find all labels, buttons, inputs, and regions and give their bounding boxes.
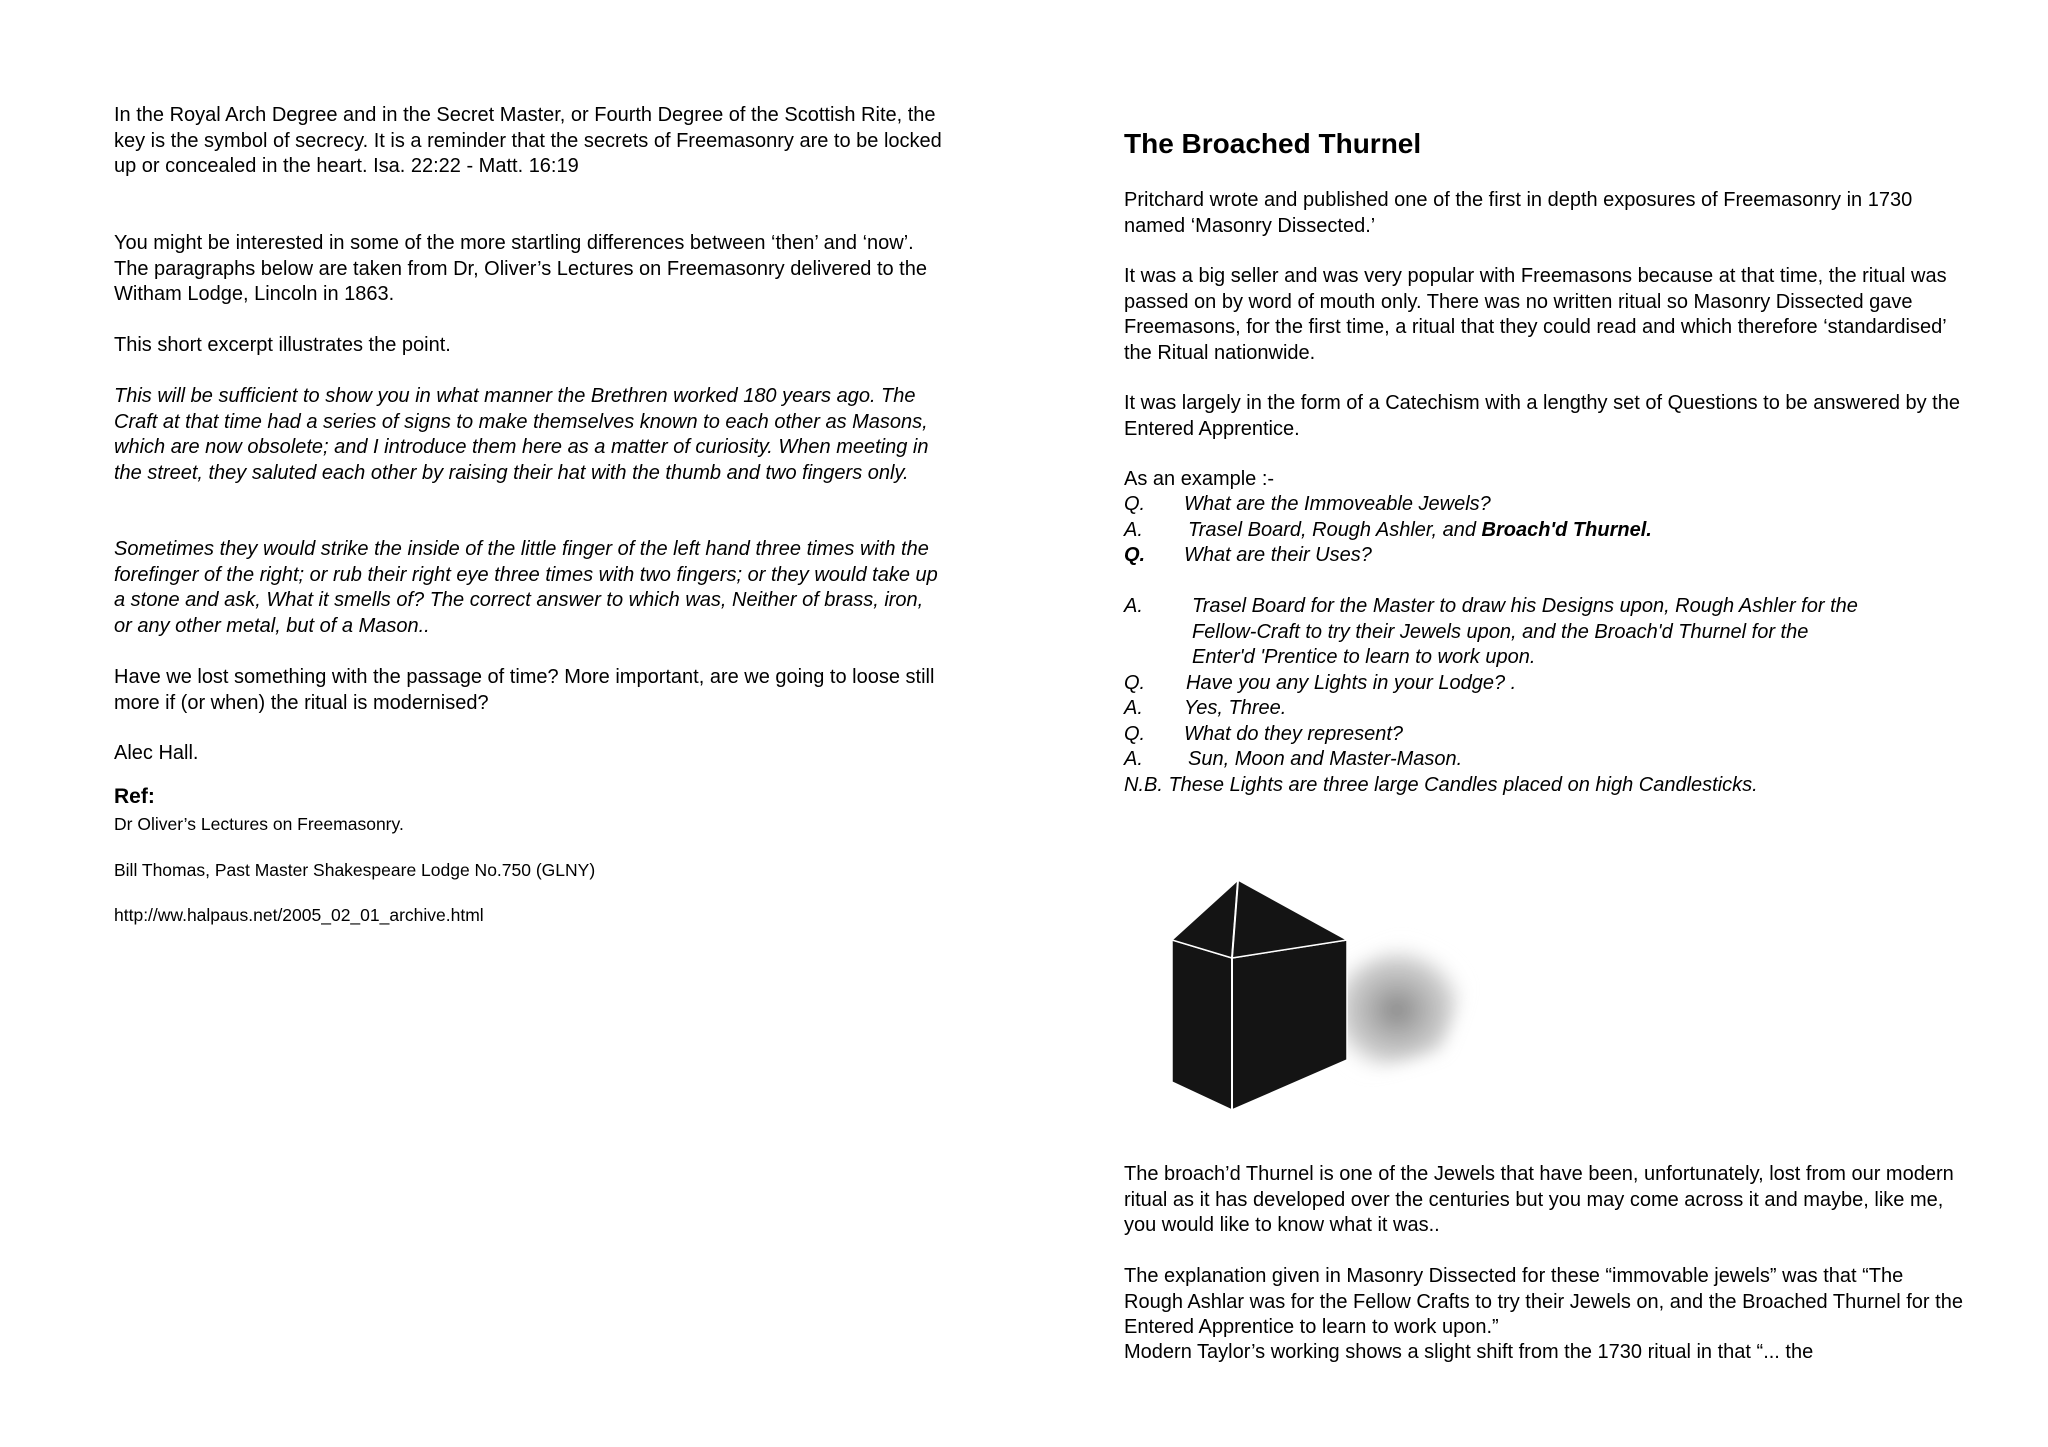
- reference-link[interactable]: http://ww.halpaus.net/2005_02_01_archive.html: [114, 905, 484, 925]
- popularity-paragraph: It was a big seller and was very popular with Freemasons because at that time, the ritual was passed on by word of mouth only. There was no written ritual so Masonry Dissected gave Freemasons, for the first time, a ritual that they could read and which therefore ‘standardised’ the Ritual nationwide.: [1124, 265, 1947, 364]
- author-signature: Alec Hall.: [114, 742, 199, 764]
- differences-paragraph: You might be interested in some of the more startling differences between ‘then’ and ‘now’. The paragraphs below are taken from Dr, Oliver’s Lectures on Freemasonry delivered to the Witham Lodge, Lincoln in 1863.: [114, 232, 927, 305]
- qa-note: N.B. These Lights are three large Candles placed on high Candlesticks.: [1124, 773, 1758, 796]
- thurnel-right-face: [1232, 940, 1347, 1110]
- article-title: The Broached Thurnel: [1124, 128, 1422, 159]
- excerpt-paragraph-2: Sometimes they would strike the inside of the little finger of the left hand three times with the forefinger of the right; or rub their right eye three times with two fingers; or they would take up a stone and ask, What it smells of? The correct answer to which was, Neither of brass, iron, or any other metal, but of a Mason..: [114, 538, 938, 637]
- broached-thurnel-icon: [1172, 860, 1532, 1130]
- qa-question: Q. Have you any Lights in your Lodge? .: [1124, 671, 1517, 694]
- example-intro: As an example :-: [1124, 468, 1275, 490]
- qa-answer: A. Yes, Three.: [1124, 697, 1287, 719]
- qa-answer: A. Sun, Moon and Master-Mason.: [1124, 748, 1463, 770]
- question-paragraph: Have we lost something with the passage of time? More important, are we going to loose still more if (or when) the ritual is modernised?: [114, 666, 935, 714]
- lost-jewel-paragraph: The broach’d Thurnel is one of the Jewels that have been, unfortunately, lost from our modern ritual as it has developed over the centuries but you may come across it and maybe, like me, you would like to know what it was..: [1124, 1163, 1954, 1236]
- thurnel-left-face: [1172, 940, 1232, 1110]
- qa-question: Q. What are their Uses?: [1124, 544, 1372, 566]
- references-heading: Ref:: [114, 785, 155, 808]
- reference-item: Dr Oliver’s Lectures on Freemasonry.: [114, 814, 404, 834]
- excerpt-paragraph-1: This will be sufficient to show you in what manner the Brethren worked 180 years ago. The Craft at that time had a series of signs to make themselves known to each other as Masons, which are now obsolete; and I introduce them here as a matter of curiosity. When meeting in the street, they saluted each other by raising their hat with the thumb and two fingers only.: [114, 385, 929, 484]
- pritchard-paragraph: Pritchard wrote and published one of the first in depth exposures of Freemasonry in 1730 named ‘Masonry Dissected.’: [1124, 189, 1913, 237]
- modern-working-paragraph: Modern Taylor’s working shows a slight shift from the 1730 ritual in that “... the: [1124, 1341, 1814, 1363]
- intro-paragraph: In the Royal Arch Degree and in the Secret Master, or Fourth Degree of the Scottish Rite, the key is the symbol of secrecy. It is a reminder that the secrets of Freemasonry are to be locked up or concealed in the heart. Isa. 22:22 - Matt. 16:19: [114, 104, 942, 177]
- right-page: [1024, 0, 2048, 1447]
- explanation-paragraph: The explanation given in Masonry Dissected for these “immovable jewels” was that “The Rough Ashlar was for the Fellow Crafts to try their Jewels on, and the Broached Thurnel for the Entered Apprentice to learn to work upon.”: [1124, 1265, 1963, 1338]
- catechism-qa: Q. What are the Immoveable Jewels? A. Trasel Board, Rough Ashler, and Broach'd Thurnel. Q. What are their Uses? A. Trasel Board for the Master to draw his Designs upon, Rough Ashler for the Fellow-Craft to try their Jewels upon, and the Broach'd Thurnel for the Enter'd 'Prentice to learn to work upon. Q. Have you any Lights in your Lodge? . A. Yes, Three. Q. What do they represent? A. Sun, Moon and Master-Mason. N.B. These Lights are three large Candles placed on high Candlesticks.: [1124, 492, 1984, 798]
- qa-answer: A. Trasel Board for the Master to draw his Designs upon, Rough Ashler for the: [1124, 595, 1858, 617]
- catechism-paragraph: It was largely in the form of a Catechism with a lengthy set of Questions to be answered by the Entered Apprentice.: [1124, 392, 1960, 440]
- qa-answer: A. Trasel Board, Rough Ashler, and Broach'd Thurnel.: [1124, 518, 1652, 541]
- qa-question: Q. What do they represent?: [1124, 722, 1404, 745]
- qa-question: Q. What are the Immoveable Jewels?: [1124, 493, 1491, 515]
- reference-item: Bill Thomas, Past Master Shakespeare Lodge No.750 (GLNY): [114, 860, 596, 880]
- excerpt-intro: This short excerpt illustrates the point.: [114, 334, 451, 356]
